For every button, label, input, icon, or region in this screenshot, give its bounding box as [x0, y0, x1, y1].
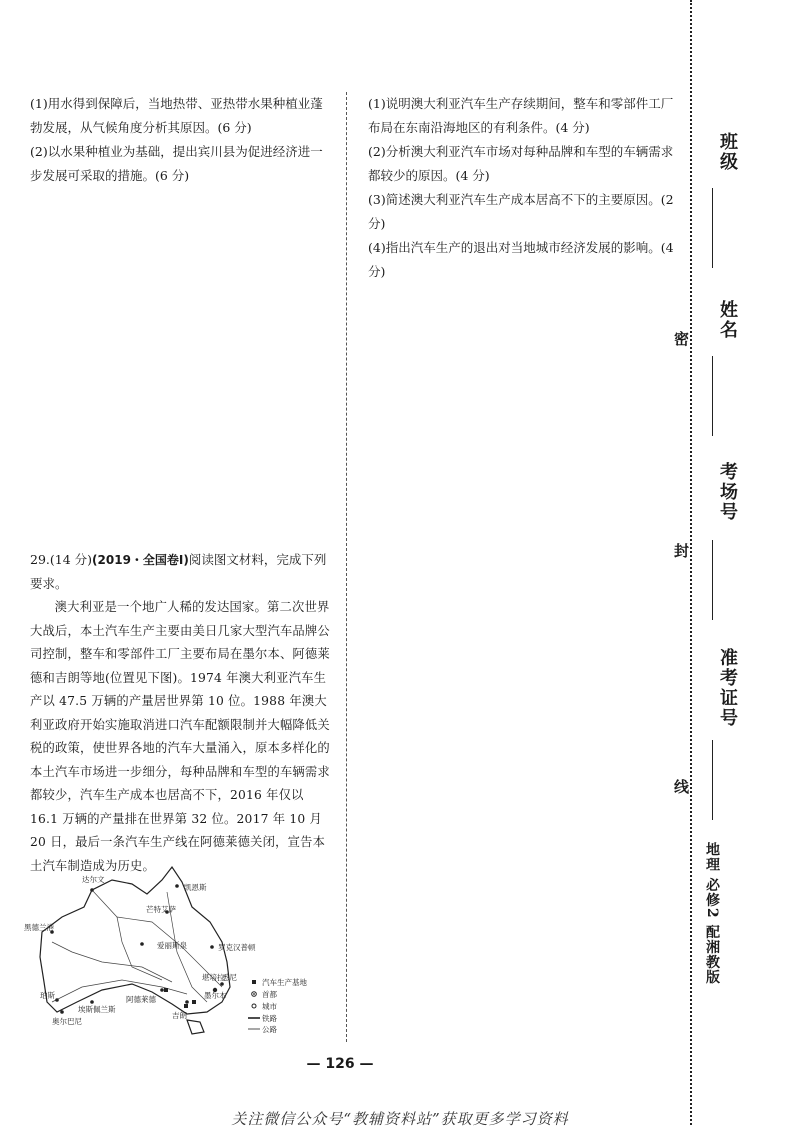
- page-number: — 126 —: [306, 1056, 374, 1072]
- field-name-line: [712, 356, 713, 436]
- map-city-label: 罗克汉普顿: [218, 943, 256, 952]
- map-city-label: 芒特艾萨: [146, 905, 176, 914]
- map-city-label: 奥尔巴尼: [52, 1017, 82, 1026]
- map-legend: [248, 977, 307, 1034]
- field-room-line: [712, 540, 713, 620]
- map-city-label: 堪培拉: [202, 973, 225, 982]
- column-divider: [346, 92, 347, 1042]
- map-city-label: 阿德莱德: [126, 995, 156, 1004]
- legend-label: 城市: [262, 1002, 277, 1011]
- map-city-label: 墨尔本: [204, 991, 227, 1000]
- question-29: [30, 548, 335, 878]
- australia-map: [22, 862, 332, 1037]
- map-city-label: 珀斯: [40, 991, 55, 1000]
- seal-char: 密: [674, 330, 690, 348]
- field-ticket-label: 准考证号: [717, 648, 738, 728]
- subject-label: 地理 必修2 配湘教版: [704, 842, 720, 985]
- right-questions: [368, 92, 678, 284]
- question-29-2: (2)分析澳大利亚汽车市场对每种品牌和车型的车辆需求都较少的原因。(4 分): [368, 144, 674, 183]
- question-29-header: [30, 548, 335, 596]
- question-29-1: (1)说明澳大利亚汽车生产存续期间，整车和零部件工厂布局在东南沿海地区的有利条件。(4 分): [368, 96, 674, 135]
- legend-label: 汽车生产基地: [262, 978, 307, 987]
- map-city-label: 凯恩斯: [184, 883, 207, 892]
- question-29-3: (3)简述澳大利亚汽车生产成本居高不下的主要原因。(2 分): [368, 192, 674, 231]
- routes: [52, 890, 222, 1002]
- legend-label: 首都: [262, 990, 277, 999]
- seal-char: 线: [674, 778, 690, 796]
- map-city-label: 悉尼: [222, 973, 237, 982]
- map-city-label: 达尔文: [82, 875, 105, 884]
- question-28-2: (2)以水果种植业为基础，提出宾川县为促进经济进一步发展可采取的措施。(6 分): [30, 144, 323, 183]
- binding-dotted-line: [690, 0, 692, 1125]
- field-room-label: 考场号: [717, 462, 738, 522]
- field-ticket-line: [712, 740, 713, 820]
- legend-label: 公路: [262, 1025, 277, 1034]
- question-29-passage: 澳大利亚是一个地广人稀的发达国家。第二次世界大战后，本土汽车生产主要由美日几家大型汽车品牌公司控制，整车和零部件工厂主要布局在墨尔本、阿德莱德和吉朗等地(位置见下图)。1974 年澳大利亚汽车生产以 47.5 万辆的产量居世界第 10 位。1988 年澳大利亚政府开始实施取消进口汽车配额限制并大幅降低关税的政策，使世界各地的汽车大量涌入，原本多样化的本土汽车市场进一步细分，每种品牌和车型的车辆需求都较少，汽车生产成本也居高不下，2016 年仅以 16.1 万辆的产量排在世界第 32 位。2017 年 10 月 20 日，最后一条汽车生产线在阿德莱德关闭，宣告本土汽车制造成为历史。: [30, 600, 330, 873]
- map-city-label: 埃斯佩兰斯: [78, 1005, 116, 1014]
- map-city-label: 吉朗: [172, 1011, 187, 1020]
- question-29-4: (4)指出汽车生产的退出对当地城市经济发展的影响。(4 分): [368, 240, 674, 279]
- question-28-1: (1)用水得到保障后，当地热带、亚热带水果种植业蓬勃发展，从气候角度分析其原因。(6 分): [30, 96, 323, 135]
- map-city-label: 爱丽斯泉: [157, 941, 187, 950]
- map-city-label: 黑德兰港: [24, 923, 54, 932]
- question-source: (2019・全国卷Ⅰ): [92, 553, 189, 567]
- field-class-line: [712, 188, 713, 268]
- question-number: 29.: [30, 552, 50, 567]
- question-score: (14 分): [49, 552, 93, 567]
- binding-sidebar: [674, 0, 740, 1139]
- left-questions: [30, 92, 335, 188]
- field-class-label: 班级: [717, 132, 738, 172]
- question-prompt: 阅读图文材料，完成下列要求。: [30, 552, 327, 591]
- footer-note: 关注微信公众号“教辅资料站”获取更多学习资料: [231, 1110, 569, 1128]
- seal-char: 封: [674, 542, 690, 560]
- legend-label: 铁路: [262, 1014, 277, 1023]
- field-name-label: 姓名: [717, 300, 738, 340]
